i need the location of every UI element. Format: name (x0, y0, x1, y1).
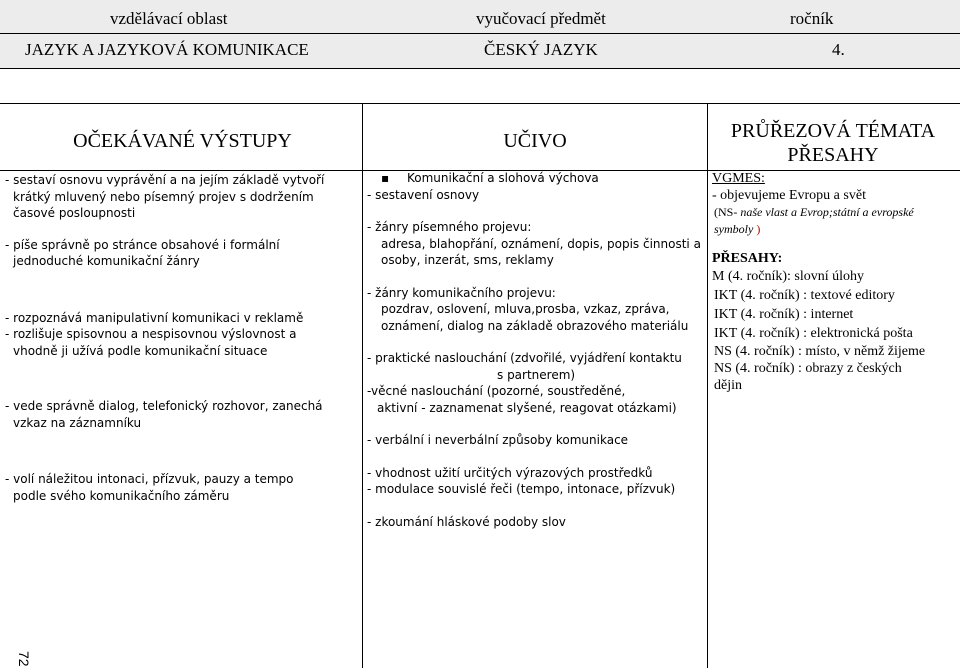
header-value-grade: 4. (832, 40, 845, 59)
presahy-item: IKT (4. ročník) : textové editory (714, 288, 895, 303)
presahy-item: NS (4. ročník) : obrazy z českých (714, 361, 902, 376)
outputs-column (5, 172, 360, 504)
output-line: - vede správně dialog, telefonický rozhovor, zanechá (5, 399, 323, 413)
presahy-item: dějin (714, 378, 742, 393)
content-line: - verbální i neverbální způsoby komunikace (367, 433, 629, 447)
content-line: - zkoumání hláskové podoby slov (367, 514, 566, 529)
header-value-area: JAZYK A JAZYKOVÁ KOMUNIKACE (25, 40, 309, 59)
output-line: vzkaz na záznamníku (13, 415, 142, 430)
output-line: vhodně ji užívá podle komunikační situace (13, 343, 268, 358)
output-line: - sestaví osnovu vyprávění a na jejím základě vytvoří (5, 173, 325, 187)
header-label-area: vzdělávací oblast (110, 9, 228, 28)
header-divider (0, 33, 960, 34)
content-line: adresa, blahopřání, oznámení, dopis, popis činnosti a (381, 236, 701, 251)
content-line: aktivní - zaznamenat slyšené, reagovat otázkami) (377, 400, 677, 415)
presahy-label: PŘESAHY: (712, 251, 783, 266)
ns-note-close: ) (753, 222, 761, 236)
output-line: - píše správně po stránce obsahové i formální (5, 237, 280, 252)
content-line: - modulace souvislé řeči (tempo, intonace, přízvuk) (367, 482, 676, 496)
presahy-item: IKT (4. ročník) : elektronická pošta (714, 326, 913, 341)
column-divider-1 (362, 103, 363, 668)
cross-heading-1: PRŮŘEZOVÁ TÉMATA (730, 120, 936, 142)
header-band (0, 0, 960, 68)
outputs-heading: OČEKÁVANÉ VÝSTUPY (73, 130, 292, 152)
output-line: - rozlišuje spisovnou a nespisovnou výslovnost a (5, 327, 297, 341)
header-label-grade: ročník (790, 9, 834, 28)
header-value-subject: ČESKÝ JAZYK (484, 40, 598, 59)
presahy-item: M (4. ročník): slovní úlohy (712, 269, 865, 284)
output-line: - rozpoznává manipulativní komunikaci v reklamě (5, 310, 304, 325)
output-line: časové posloupnosti (13, 206, 136, 220)
cross-heading-2: PŘESAHY (787, 144, 879, 166)
output-line: jednoduché komunikační žánry (13, 254, 200, 268)
content-line: pozdrav, oslovení, mluva,prosba, vzkaz, zpráva, (381, 302, 670, 316)
header-label-subject: vyučovací předmět (476, 9, 606, 28)
presahy-item: IKT (4. ročník) : internet (714, 307, 854, 322)
header-bottom-border (0, 68, 960, 69)
bullet-icon: ▪ (381, 171, 390, 185)
content-line: - vhodnost užití určitých výrazových prostředků (367, 465, 653, 480)
content-line: osoby, inzerát, sms, reklamy (381, 253, 554, 267)
table-top-border (0, 103, 960, 104)
content-line: - žánry komunikačního projevu: (367, 285, 556, 300)
content-section-title: Komunikační a slohová výchova (406, 171, 599, 185)
cross-column (712, 170, 957, 394)
page-number: 72 (16, 651, 32, 667)
presahy-item: NS (4. ročník) : místo, v němž žijeme (714, 344, 926, 359)
content-line: oznámení, dialog na základě obrazového materiálu (381, 318, 689, 333)
ns-note-italic: naše vlast a Evrop;státní a evropské (740, 205, 914, 219)
ns-note-open: (NS- (714, 205, 741, 219)
vgmes-label: VGMES: (712, 171, 765, 186)
content-line: - praktické naslouchání (zdvořilé, vyjádření kontaktu (367, 351, 682, 365)
ns-note-symbols: symboly (714, 222, 754, 236)
output-line: - volí náležitou intonaci, přízvuk, pauzy a tempo (5, 472, 294, 486)
output-line: podle svého komunikačního záměru (13, 488, 230, 503)
content-line: - sestavení osnovy (367, 187, 480, 202)
output-line: krátký mluvený nebo písemný projev s dodržením (13, 189, 314, 204)
content-column (367, 170, 712, 530)
content-line: - žánry písemného projevu: (367, 220, 532, 234)
vgmes-item: - objevujeme Evropu a svět (712, 188, 866, 203)
content-heading: UČIVO (503, 130, 567, 152)
content-line: s partnerem) (497, 367, 576, 382)
content-line: -věcné naslouchání (pozorné, soustředěné, (367, 384, 626, 398)
